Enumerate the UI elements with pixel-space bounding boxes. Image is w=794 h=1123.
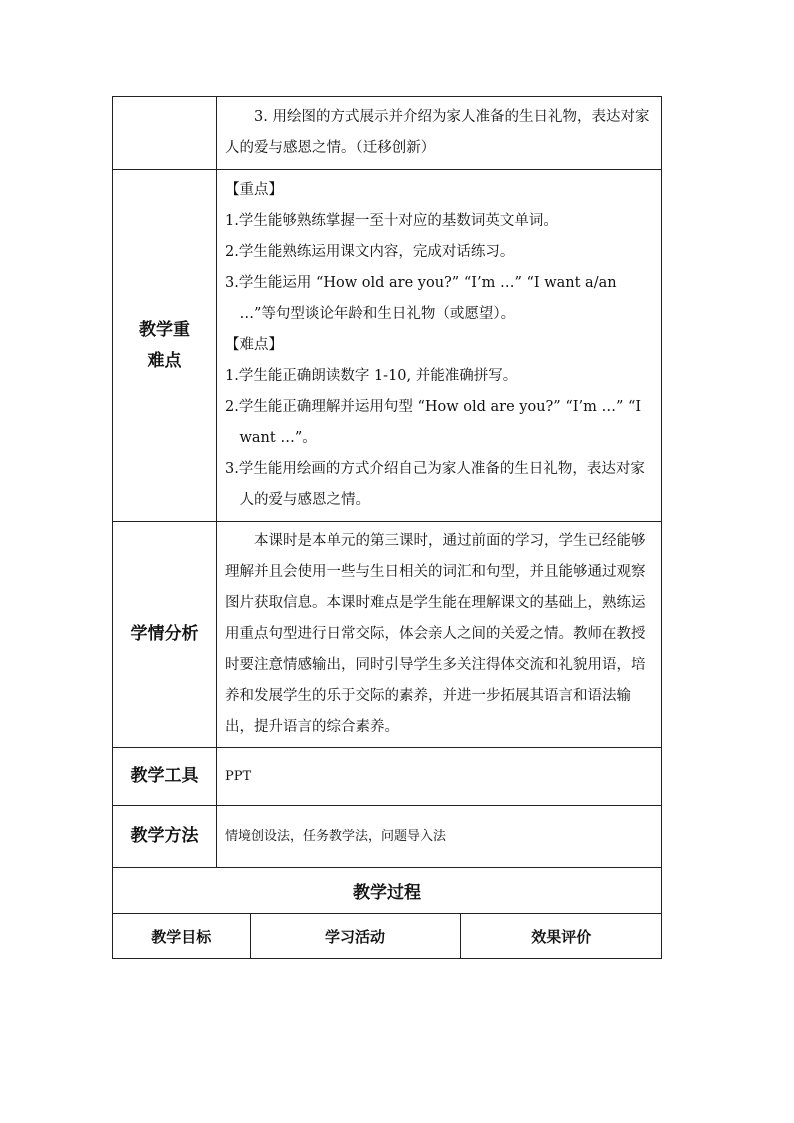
- key-points-label-text: 教学重难点: [139, 319, 190, 371]
- student-analysis-label: 学情分析: [113, 522, 217, 748]
- process-header-row: [113, 914, 662, 959]
- teaching-tools-row: [113, 748, 662, 806]
- key-point-1: 1.学生能够熟练掌握一至十对应的基数词英文单词。: [225, 213, 558, 229]
- difficult-points-heading: 【难点】: [225, 337, 283, 353]
- process-header-table: [113, 914, 662, 958]
- teaching-methods-row: [113, 806, 662, 868]
- teaching-tools-value: PPT: [217, 748, 662, 806]
- teaching-methods-value: 情境创设法，任务教学法，问题导入法: [217, 806, 662, 868]
- student-analysis-row: [113, 522, 662, 748]
- teaching-tools-label: 教学工具: [113, 748, 217, 806]
- difficult-point-1: 1.学生能正确朗读数字 1-10, 并能准确拼写。: [225, 368, 518, 384]
- difficult-point-2: 2.学生能正确理解并运用句型 “How old are you?” “I’m …” “I want …”。: [225, 399, 642, 446]
- key-point-3: 3.学生能运用 “How old are you?” “I’m …” “I want a/an …”等句型谈论年龄和生日礼物（或愿望）。: [225, 275, 617, 322]
- teaching-methods-label: 教学方法: [113, 806, 217, 868]
- key-points-row: [113, 170, 662, 522]
- header-effect-evaluation: 效果评价: [531, 927, 592, 946]
- lesson-plan-table: [112, 96, 662, 959]
- header-teaching-goal: 教学目标: [113, 914, 250, 958]
- key-points-content: [217, 170, 662, 522]
- difficult-point-3: 3.学生能用绘画的方式介绍自己为家人准备的生日礼物，表达对家人的爱与感恩之情。: [225, 461, 645, 508]
- student-analysis-text: 本课时是本单元的第三课时，通过前面的学习，学生已经能够理解并且会使用一些与生日相关的词汇和句型，并且能够通过观察图片获取信息。本课时难点是学生能在理解课文的基础上，熟练运用重点句型进行日常交际，体会亲人之间的关爱之情。教师在教授时要注意情感输出，同时引导学生多关注得体交流和礼貌用语，培养和发展学生的乐于交际的素养，并进一步拓展其语言和语法输出，提升语言的综合素养。: [217, 522, 662, 748]
- teaching-process-title: 教学过程: [113, 868, 662, 914]
- key-point-2: 2.学生能熟练运用课文内容，完成对话练习。: [225, 244, 515, 260]
- key-points-label: [113, 170, 217, 522]
- teaching-process-row: [113, 868, 662, 914]
- header-learning-activity: 学习活动: [250, 914, 460, 958]
- key-points-heading: 【重点】: [225, 182, 283, 198]
- objective-3-text: 3. 用绘图的方式展示并介绍为家人准备的生日礼物，表达对家人的爱与感恩之情。（迁移创新）: [217, 97, 662, 170]
- objective-row-3: [113, 97, 662, 170]
- objective-label-cell: [113, 97, 217, 170]
